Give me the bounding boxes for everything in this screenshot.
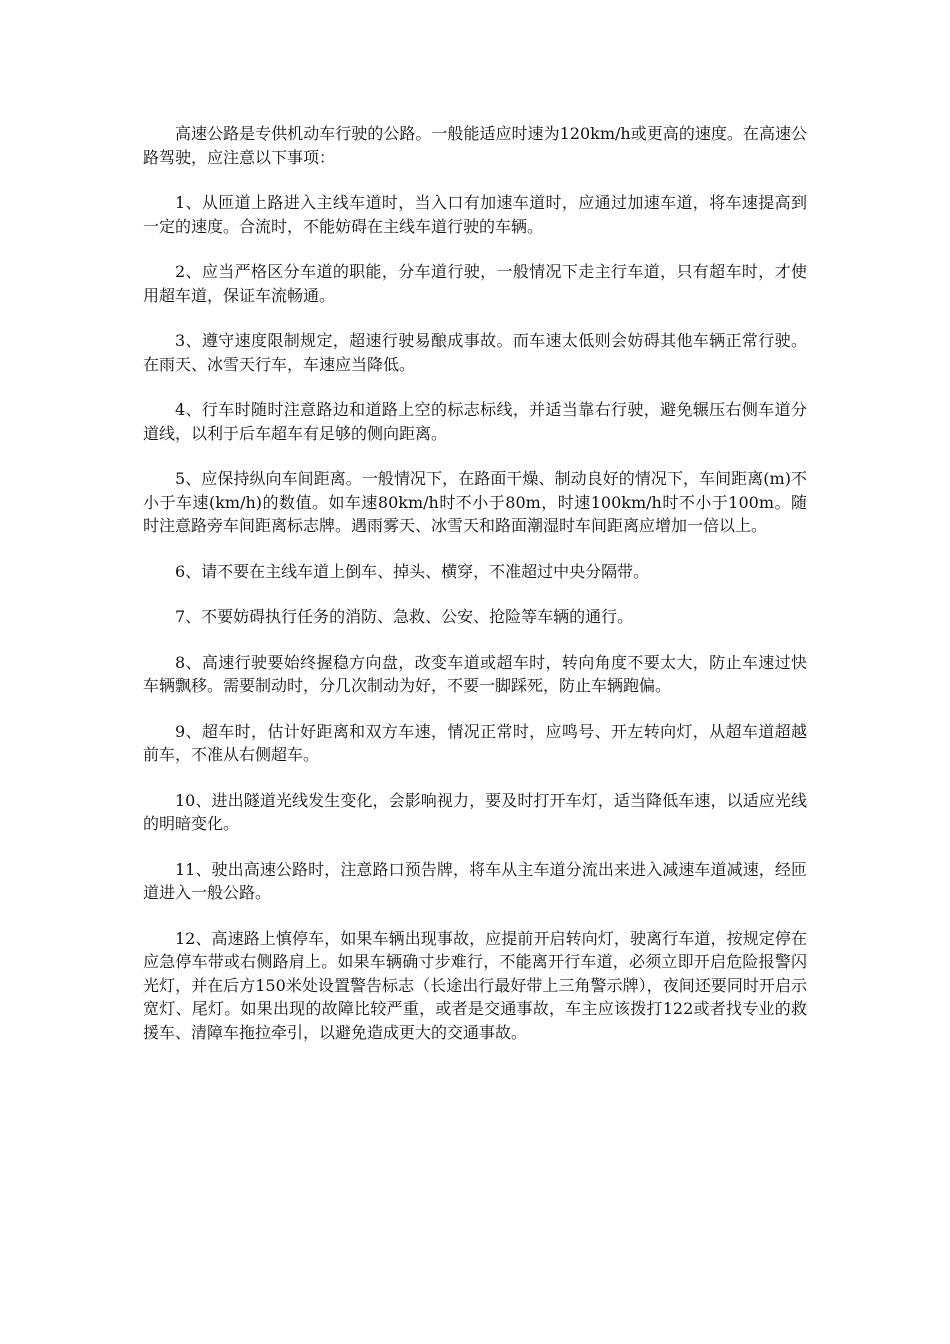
intro-paragraph: 高速公路是专供机动车行驶的公路。一般能适应时速为120km/h或更高的速度。在高速公路驾驶，应注意以下事项： [143,124,807,167]
item-paragraph-5: 5、应保持纵向车间距离。一般情况下，在路面干燥、制动良好的情况下，车间距离(m)不小于车速(km/h)的数值。如车速80km/h时不小于80m，时速100km/h时不小于100m。随时注意路旁车间距离标志牌。遇雨雾天、冰雪天和路面潮湿时车间距离应增加一倍以上。 [143,469,807,535]
item-paragraph-2: 2、应当严格区分车道的职能，分车道行驶，一般情况下走主行车道，只有超车时，才使用超车道，保证车流畅通。 [143,262,807,305]
item-paragraph-7: 7、不要妨碍执行任务的消防、急救、公安、抢险等车辆的通行。 [175,607,634,626]
item-paragraph-6: 6、请不要在主线车道上倒车、掉头、横穿，不准超过中央分隔带。 [175,561,650,581]
item-paragraph-1: 1、从匝道上路进入主线车道时，当入口有加速车道时，应通过加速车道，将车速提高到一定的速度。合流时，不能妨碍在主线车道行驶的车辆。 [143,193,807,236]
document-page [143,122,807,1066]
item-paragraph-12: 12、高速路上慎停车，如果车辆出现事故，应提前开启转向灯，驶离行车道，按规定停在应急停车带或右侧路肩上。如果车辆确寸步难行，不能离开行车道，必须立即开启危险报警闪光灯，并在后方150米处设置警告标志（长途出行最好带上三角警示牌），夜间还要同时开启示宽灯、尾灯。如果出现的故障比较严重，或者是交通事故，车主应该拨打122或者找专业的救援车、清障车拖拉牵引，以避免造成更大的交通事故。 [143,928,807,1042]
item-paragraph-3: 3、遵守速度限制规定，超速行驶易酿成事故。而车速太低则会妨碍其他车辆正常行驶。在雨天、冰雪天行车，车速应当降低。 [143,331,807,374]
item-paragraph-4: 4、行车时随时注意路边和道路上空的标志标线，并适当靠右行驶，避免辗压右侧车道分道线，以利于后车超车有足够的侧向距离。 [143,400,807,443]
item-paragraph-8: 8、高速行驶要始终握稳方向盘，改变车道或超车时，转向角度不要太大，防止车速过快车辆飘移。需要制动时，分几次制动为好，不要一脚踩死，防止车辆跑偏。 [143,652,807,695]
item-paragraph-9: 9、超车时，估计好距离和双方车速，情况正常时，应鸣号、开左转向灯，从超车道超越前车，不准从右侧超车。 [143,721,807,764]
item-paragraph-10: 10、进出隧道光线发生变化，会影响视力，要及时打开车灯，适当降低车速，以适应光线的明暗变化。 [143,790,807,833]
item-paragraph-11: 11、驶出高速公路时，注意路口预告牌，将车从主车道分流出来进入减速车道减速，经匝道进入一般公路。 [143,859,807,902]
